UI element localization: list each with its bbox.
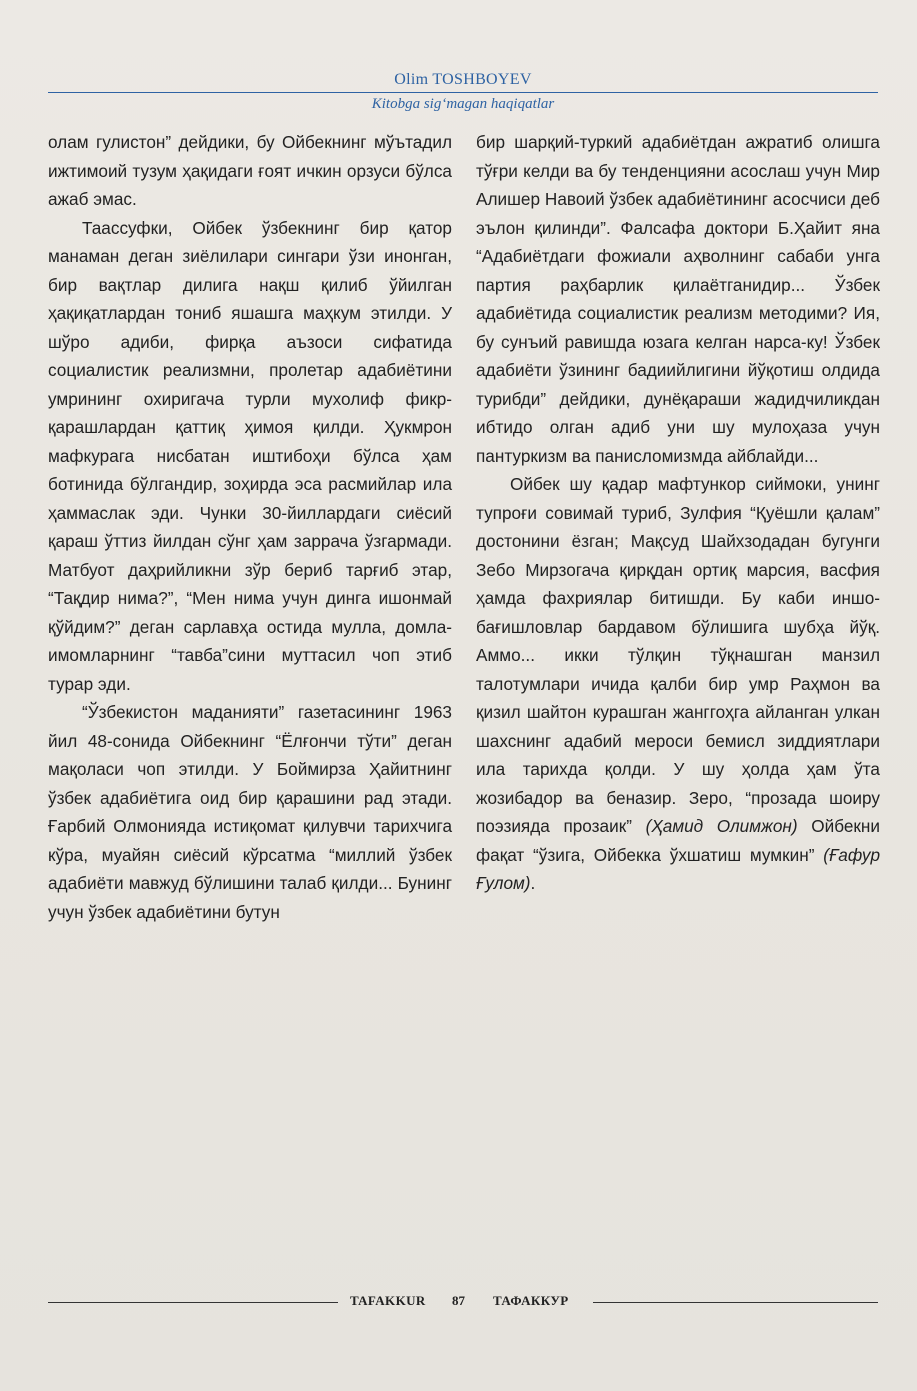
page-number: 87 [452, 1293, 465, 1308]
citation-hamid-olimjon: (Ҳамид Олимжон) [645, 816, 798, 836]
right-paragraph-2 [476, 470, 880, 898]
page-footer [48, 1289, 878, 1313]
header-subtitle: Kitobga sig‘magan haqiqatlar [371, 96, 555, 112]
right-paragraph-2-text: Ойбек шу қадар мафтункор сиймоки, унинг тупроғи совимай туриб, Зулфия “Қуёшли қалам” достонини ёзган; Мақсуд Шайхзодадан бугунги Зебо Мирзогача қирқдан ортиқ марсия, васфия ҳамда фахриялар битишди. Бу каби иншо-бағишловлар бардавом бўлишига шубҳа йўқ. Аммо... икки тўлқин тўқнашган манзил талотумлари ичида қалби бир умр Раҳмон ва қизил шайтон курашган жанггоҳга айланган улкан шахснинг адабий мероси бемисл зиддиятлари ила тарихда қолди. У шу ҳолда ҳам ўта жозибадор ва беназир. Зеро, “прозада шоиру поэзияда прозаик” [476, 474, 880, 836]
footer-title-cyrillic: ТАФАККУР [493, 1293, 569, 1308]
footer-title-latin: TAFAKKUR [350, 1293, 426, 1308]
left-paragraph-3: “Ўзбекистон маданияти” газетасининг 1963 йил 48-сонида Ойбекнинг “Ёлғончи тўти” деган мақоласи чоп этилди. У Боймирза Ҳайитнинг ўзбек адабиётига оид бир қарашини рад этади. Ғарбий Олмонияда истиқомат қилувчи тарихчига кўра, муайян сиёсий кўрсатма “миллий ўзбек адабиёти мавжуд бўлишини талаб қилди... Бунинг учун ўзбек адабиётини бутун [48, 702, 452, 922]
right-paragraph-1: бир шарқий-туркий адабиётдан ажратиб олишга тўғри келди ва бу тенденцияни асослаш учун Мир Алишер Навоий ўзбек адабиётининг асосчиси деб эълон қилинди”. Фалсафа доктори Б.Ҳайит яна “Адабиётдаги фожиали аҳволнинг сабаби унга партия раҳбарлик қилаётганидир... Ўзбек адабиётида социалистик реализм методими? Ия, бу сунъий равишда юзага келган нарса-ку! Ўзбек адабиёти ўзининг бадиийлигини йўқотиш олдида турибди” дейдики, дунёқараши жадидчиликдан ибтидо олган адиб уни шу мулоҳаза учун пантуркизм ва панисломизмда айблайди... [476, 132, 880, 466]
left-paragraph-2: Таассуфки, Ойбек ўзбекнинг бир қатор манаман деган зиёлилари сингари ўзи инонган, бир вақтлар дилига нақш қилиб ўйилган ҳақиқатлардан тониб яшашга маҳкум этилди. У шўро адиби, фирқа аъзоси сифатида социалистик реализмни, пролетар адабиётини умрининг охиригача турли мухолиф фикр-қарашлардан қаттиқ ҳимоя қилди. Ҳукмрон мафкурага нисбатан иштибоҳи бўлса ҳам ботинида бўлгандир, зоҳирда эса расмийлар ила ҳаммаслак эди. Чунки 30-йиллардаги сиёсий қараш ўттиз йилдан сўнг ҳам заррача ўзгармади. Матбуот даҳрийликни зўр бериб тарғиб этар, “Тақдир нима?”, “Мен нима учун динга ишонмай қўйдим?” деган сарлавҳа остида мулла, домла-имомларнинг “тавба”сини муттасил чоп этиб турар эди. [48, 217, 452, 694]
footer-rule-left [48, 1302, 338, 1303]
right-paragraph-2-end: . [530, 873, 536, 893]
footer-rule-right [593, 1302, 878, 1303]
left-paragraph-1: олам гулистон” дейдики, бу Ойбекнинг мўътадил ижтимоий тузум ҳақидаги ғоят ичкин орзуси бўлса ажаб эмас. [48, 132, 452, 209]
right-column [476, 128, 880, 898]
running-header [48, 70, 878, 113]
left-column [48, 128, 452, 926]
header-rule [48, 92, 878, 93]
citation-gafur-gulom: (Ғафур Ғулом) [476, 844, 880, 893]
right-paragraph-2-text-mid: Ойбекни фақат “ўзига, Ойбекка ўхшатиш мумкин” [476, 816, 881, 865]
header-author: Olim TOSHBOYEV [394, 71, 532, 88]
